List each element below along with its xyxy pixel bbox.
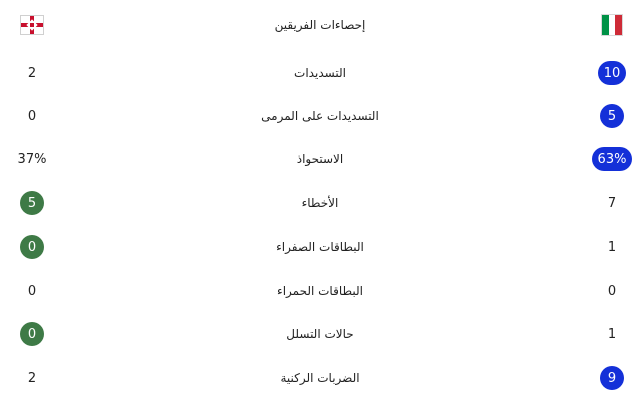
stat-label: التسديدات على المرمى [261,109,379,123]
left-value-badge: 5 [20,191,44,215]
stat-label: الاستحواذ [296,152,344,166]
left-value: 0 [27,283,37,299]
stat-row-offsides [0,319,640,349]
left-team-flag [2,10,62,40]
stat-label: البطاقات الحمراء [277,284,363,298]
right-value: 7 [607,195,617,211]
right-team-flag [586,10,638,40]
right-value: 1 [607,326,617,342]
right-value-badge: 10 [598,61,627,85]
left-value: 2 [27,370,37,386]
left-value: 2 [27,65,37,81]
left-value-badge: 0 [20,322,44,346]
stat-label: التسديدات [294,66,346,80]
stat-row-fouls [0,188,640,218]
stat-label: الأخطاء [301,196,339,210]
stat-label: حالات التسلل [286,327,354,341]
stat-row-yellow-cards [0,232,640,262]
left-value: 37% [17,151,47,167]
right-value: 1 [607,239,617,255]
stat-row-shots [0,58,640,88]
right-value-badge: 63% [592,147,633,171]
stats-title: إحصاءات الفريقين [274,18,366,32]
stat-row-shots-on-target [0,101,640,131]
italy-flag-icon [601,14,623,36]
stat-row-possession [0,144,640,174]
left-value: 0 [27,108,37,124]
stat-label: الضربات الركنية [280,371,360,385]
right-value-badge: 5 [600,104,624,128]
left-value-badge: 0 [20,235,44,259]
northern-ireland-flag-icon [20,15,44,35]
stat-row-corners [0,363,640,393]
stats-header [0,10,640,40]
right-value: 0 [607,283,617,299]
right-value-badge: 9 [600,366,624,390]
stat-row-red-cards [0,276,640,306]
stat-label: البطاقات الصفراء [276,240,364,254]
